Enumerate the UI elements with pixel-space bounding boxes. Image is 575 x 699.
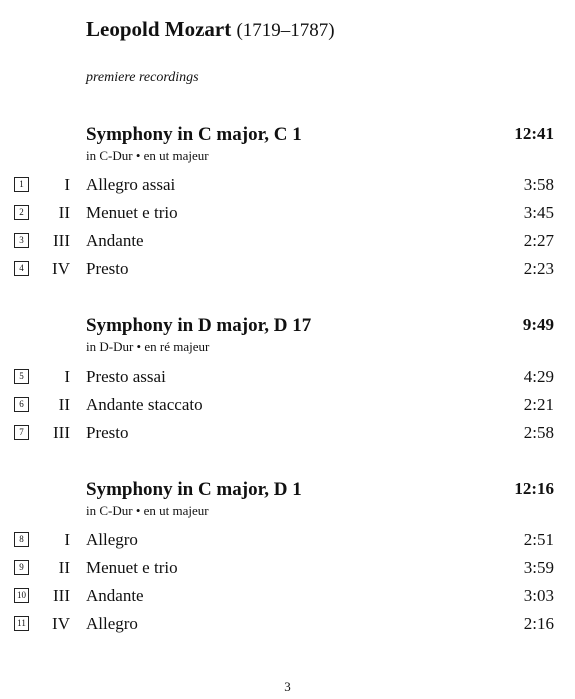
movement-duration: 2:23 [523, 259, 554, 278]
track-row [0, 202, 575, 230]
work-section [0, 124, 575, 278]
track-row [0, 394, 575, 422]
movement-title: Andante [86, 231, 144, 250]
movement-numeral: I [64, 175, 70, 194]
movement-title: Allegro assai [86, 175, 176, 194]
track-row [0, 366, 575, 394]
movement-title: Presto [86, 423, 129, 442]
track-row [0, 422, 575, 450]
movement-duration: 3:03 [523, 586, 554, 605]
movement-numeral: I [64, 367, 70, 386]
track-number-box: 7 [14, 425, 29, 440]
movement-duration: 2:51 [523, 530, 554, 549]
work-title: Symphony in C major, D 1 [86, 479, 302, 500]
work-key: in C-Dur • en ut majeur [86, 148, 209, 163]
track-number-box: 11 [14, 616, 29, 631]
movement-title: Allegro [86, 614, 138, 633]
work-total-duration: 9:49 [522, 315, 554, 334]
movement-numeral: II [58, 395, 70, 414]
composer-name: Leopold Mozart [86, 17, 232, 41]
movement-numeral: III [53, 231, 70, 250]
track-list [0, 174, 575, 286]
movement-numeral: IV [52, 259, 70, 278]
movement-duration: 3:45 [523, 203, 554, 222]
track-row [0, 557, 575, 585]
movement-duration: 4:29 [523, 367, 554, 386]
work-section [0, 315, 575, 442]
work-header [0, 479, 575, 518]
track-number-box: 10 [14, 588, 29, 603]
track-row [0, 585, 575, 613]
work-key: in D-Dur • en ré majeur [86, 339, 210, 354]
work-total-duration: 12:41 [514, 124, 554, 143]
movement-duration: 2:16 [523, 614, 554, 633]
track-number-box: 5 [14, 369, 29, 384]
composer-heading [86, 16, 335, 44]
movement-numeral: III [53, 586, 70, 605]
movement-duration: 2:58 [523, 423, 554, 442]
track-list [0, 529, 575, 641]
work-title: Symphony in D major, D 17 [86, 315, 312, 336]
track-number-box: 9 [14, 560, 29, 575]
track-row [0, 230, 575, 258]
movement-duration: 3:59 [523, 558, 554, 577]
movement-title: Menuet e trio [86, 203, 178, 222]
movement-title: Menuet e trio [86, 558, 178, 577]
movement-title: Allegro [86, 530, 138, 549]
movement-numeral: III [53, 423, 70, 442]
movement-title: Presto assai [86, 367, 166, 386]
movement-title: Presto [86, 259, 129, 278]
track-number-box: 4 [14, 261, 29, 276]
page-number: 3 [284, 679, 291, 694]
track-row [0, 258, 575, 286]
movement-duration: 3:58 [523, 175, 554, 194]
track-row [0, 174, 575, 202]
page-subtitle: premiere recordings [86, 70, 199, 85]
movement-title: Andante [86, 586, 144, 605]
work-header [0, 315, 575, 354]
work-header [0, 124, 575, 163]
track-list [0, 366, 575, 450]
track-number-box: 8 [14, 532, 29, 547]
work-key: in C-Dur • en ut majeur [86, 503, 209, 518]
movement-numeral: II [58, 203, 70, 222]
movement-title: Andante staccato [86, 395, 203, 414]
composer-dates: (1719–1787) [236, 20, 335, 41]
track-number-box: 6 [14, 397, 29, 412]
track-number-box: 1 [14, 177, 29, 192]
movement-numeral: IV [52, 614, 70, 633]
work-section [0, 479, 575, 633]
track-row [0, 529, 575, 557]
movement-numeral: I [64, 530, 70, 549]
track-number-box: 2 [14, 205, 29, 220]
movement-duration: 2:27 [523, 231, 554, 250]
movement-duration: 2:21 [523, 395, 554, 414]
work-title: Symphony in C major, C 1 [86, 124, 302, 145]
track-row [0, 613, 575, 641]
movement-numeral: II [58, 558, 70, 577]
track-number-box: 3 [14, 233, 29, 248]
work-total-duration: 12:16 [514, 479, 554, 498]
